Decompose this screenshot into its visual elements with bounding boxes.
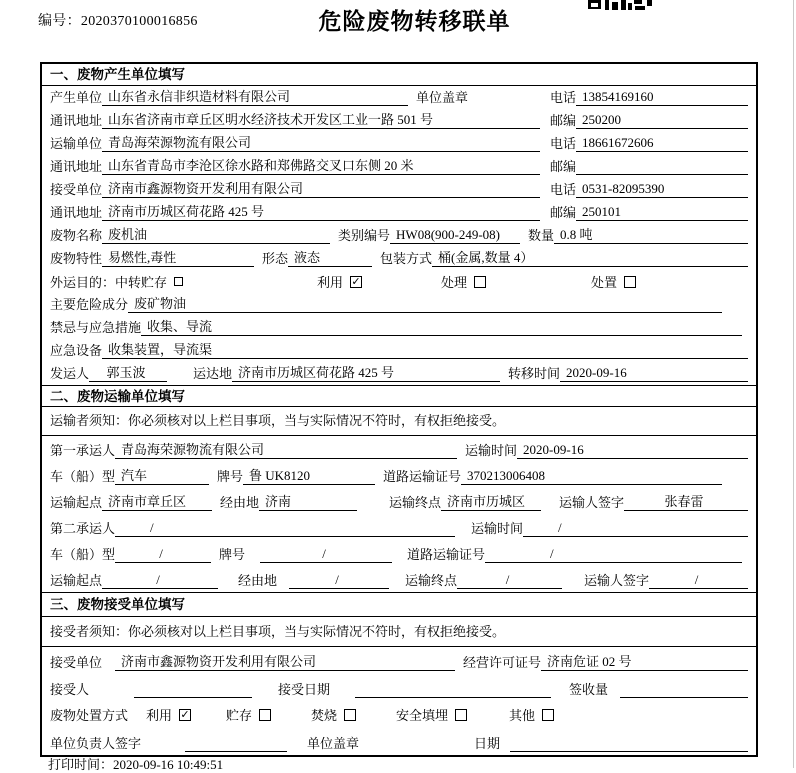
- row-outbound-purpose: [42, 270, 756, 293]
- form-state-value[interactable]: 液态: [288, 250, 372, 267]
- first-plate-number-value[interactable]: 鲁 UK8120: [243, 468, 375, 485]
- phone-label: 电话: [550, 182, 577, 197]
- vehicle-type-label: 车（船）型: [50, 469, 116, 484]
- destination-label: 运达地: [193, 366, 233, 381]
- date-value[interactable]: [510, 736, 748, 752]
- signed-amount-value[interactable]: [620, 682, 748, 698]
- checkbox-option-label: 贮存: [226, 708, 253, 723]
- zip-label: 邮编: [550, 113, 577, 128]
- row-waste-name: [42, 224, 756, 247]
- checkbox-option: [317, 272, 441, 291]
- checkbox-unchecked-icon[interactable]: [344, 709, 356, 721]
- operating-license-label: 经营许可证号: [463, 655, 542, 670]
- checkbox-unchecked-icon[interactable]: [174, 277, 183, 286]
- print-time-label: 打印时间：: [48, 757, 114, 772]
- form-state-label: 形态: [262, 251, 289, 266]
- checkbox-unchecked-icon[interactable]: [259, 709, 271, 721]
- head-signature-label: 单位负责人签字: [50, 736, 142, 751]
- section-transport: [42, 385, 756, 592]
- row-head-signature: [42, 728, 756, 755]
- row-waste-trait: [42, 247, 756, 270]
- phone-label: 电话: [550, 90, 577, 105]
- row-first-vehicle: [42, 462, 756, 488]
- checkbox-option-label: 利用: [317, 275, 344, 290]
- route-origin-label: 运输起点: [50, 495, 103, 510]
- second-route-via-value[interactable]: /: [289, 572, 389, 589]
- waste-name-value[interactable]: 废机油: [102, 227, 330, 244]
- checkbox-unchecked-icon[interactable]: [474, 276, 486, 288]
- quantity-label: 数量: [528, 228, 555, 243]
- print-time: [48, 754, 223, 773]
- acceptor-label: 接受人: [50, 682, 90, 697]
- address-label: 通讯地址: [50, 159, 103, 174]
- transport-zip-value[interactable]: [576, 159, 748, 175]
- checkbox-option-label: 处理: [441, 275, 468, 290]
- transfer-time-value[interactable]: 2020-09-16: [560, 365, 748, 382]
- first-transport-time-value[interactable]: 2020-09-16: [517, 442, 748, 459]
- qr-code-fragment-icon: [588, 0, 652, 10]
- plate-number-label: 牌号: [217, 469, 244, 484]
- receiver-zip-value[interactable]: 250101: [576, 204, 748, 221]
- row-emergency-equipment: [42, 339, 756, 362]
- route-via-label: 经由地: [238, 573, 278, 588]
- operating-license-value[interactable]: 济南危证 02 号: [541, 654, 748, 671]
- print-time-value: 2020-09-16 10:49:51: [113, 757, 224, 772]
- page-title: 危险废物转移联单: [318, 8, 511, 34]
- carrier-sign-label: 运输人签字: [584, 573, 650, 588]
- packing-label: 包装方式: [380, 251, 433, 266]
- vehicle-type-label: 车（船）型: [50, 547, 116, 562]
- route-end-label: 运输终点: [405, 573, 458, 588]
- first-route-end-value[interactable]: 济南市历城区: [441, 494, 541, 511]
- checkbox-option-label: 其他: [509, 708, 536, 723]
- emergency-measures-value[interactable]: 收集、导流: [141, 319, 742, 336]
- producer-unit-label: 产生单位: [50, 90, 103, 105]
- waste-name-label: 废物名称: [50, 228, 103, 243]
- section2-title: 二、废物运输单位填写: [42, 385, 756, 407]
- receiver-phone-value[interactable]: 0531-82095390: [576, 181, 748, 198]
- shipper-value[interactable]: 郭玉波: [89, 365, 167, 382]
- hazard-component-value[interactable]: 废矿物油: [128, 296, 722, 313]
- checkbox-option: [509, 705, 554, 724]
- second-road-permit-value[interactable]: /: [485, 546, 742, 563]
- phone-label: 电话: [550, 136, 577, 151]
- receiver-unit-label: 接受单位: [50, 182, 103, 197]
- row-transport-unit: [42, 132, 756, 155]
- second-carrier-value[interactable]: /: [115, 520, 455, 537]
- form-header: [0, 0, 796, 62]
- checkbox-unchecked-icon[interactable]: [624, 276, 636, 288]
- transfer-form-table: [40, 62, 758, 757]
- acceptor-value[interactable]: [134, 682, 252, 698]
- doc-number-value: 2020370100016856: [80, 14, 198, 29]
- second-route-origin-value[interactable]: /: [102, 572, 218, 589]
- row-disposal-method: [42, 701, 756, 728]
- emergency-equipment-label: 应急设备: [50, 343, 103, 358]
- transport-unit-value[interactable]: 青岛海荣源物流有限公司: [102, 135, 540, 152]
- row-second-route: [42, 566, 756, 592]
- category-code-label: 类别编号: [338, 228, 391, 243]
- second-plate-number-value[interactable]: /: [260, 546, 392, 563]
- first-carrier-label: 第一承运人: [50, 443, 116, 458]
- receiver-unit-value[interactable]: 济南市鑫源物资开发利用有限公司: [102, 181, 540, 198]
- plate-number-label: 牌号: [219, 547, 246, 562]
- accept-unit-value[interactable]: 济南市鑫源物资开发利用有限公司: [115, 654, 455, 671]
- quantity-value[interactable]: 0.8 吨: [554, 227, 748, 244]
- checkbox-unchecked-icon[interactable]: [542, 709, 554, 721]
- row-shipper: [42, 362, 756, 385]
- signed-amount-label: 签收量: [569, 682, 609, 697]
- second-carrier-label: 第二承运人: [50, 521, 116, 536]
- checkbox-option: [396, 705, 509, 724]
- unit-seal-label: 单位盖章: [307, 736, 360, 751]
- first-route-origin-value[interactable]: 济南市章丘区: [102, 494, 212, 511]
- section1-title: 一、废物产生单位填写: [42, 64, 756, 86]
- checkbox-option: [226, 705, 311, 724]
- first-route-via-value[interactable]: 济南: [259, 494, 357, 511]
- checkbox-option-label: 利用: [146, 708, 173, 723]
- first-vehicle-type-value[interactable]: 汽车: [115, 468, 209, 485]
- first-road-permit-value[interactable]: 370213006408: [461, 468, 722, 485]
- checkbox-option: [115, 272, 317, 291]
- checkbox-option: [591, 272, 636, 291]
- disposal-method-label: 废物处置方式: [50, 708, 129, 723]
- checkbox-checked-icon[interactable]: ✓: [180, 707, 190, 721]
- checkbox-option-label: 处置: [591, 275, 618, 290]
- row-accept-unit: [42, 647, 756, 674]
- transport-unit-label: 运输单位: [50, 136, 103, 151]
- emergency-measures-label: 禁忌与应急措施: [50, 320, 142, 335]
- row-transport-address: [42, 155, 756, 178]
- producer-unit-value[interactable]: 山东省永信非织造材料有限公司: [102, 89, 408, 106]
- checkbox-unchecked-icon[interactable]: [455, 709, 467, 721]
- purpose-checkbox-group: [115, 272, 636, 291]
- accept-date-label: 接受日期: [278, 682, 331, 697]
- second-route-end-value[interactable]: /: [457, 572, 562, 589]
- checkbox-option: [311, 705, 396, 724]
- transporter-notice: 运输者须知：你必须核对以上栏目事项，当与实际情况不符时，有权拒绝接受。: [42, 407, 756, 436]
- page-edge-line: [793, 0, 794, 768]
- route-via-label: 经由地: [220, 495, 260, 510]
- accept-date-value[interactable]: [355, 682, 551, 698]
- route-origin-label: 运输起点: [50, 573, 103, 588]
- row-first-route: [42, 488, 756, 514]
- second-vehicle-type-value[interactable]: /: [115, 546, 211, 563]
- category-code-value[interactable]: HW08(900-249-08): [390, 227, 520, 244]
- first-carrier-sign-value[interactable]: 张春雷: [624, 494, 748, 511]
- zip-label: 邮编: [550, 159, 577, 174]
- section3-title: 三、废物接受单位填写: [42, 592, 756, 617]
- second-transport-time-value[interactable]: /: [523, 520, 748, 537]
- waste-trait-value[interactable]: 易燃性,毒性: [102, 250, 254, 267]
- second-carrier-sign-value[interactable]: /: [649, 572, 748, 589]
- road-permit-label: 道路运输证号: [407, 547, 486, 562]
- shipper-label: 发运人: [50, 366, 90, 381]
- address-label: 通讯地址: [50, 113, 103, 128]
- row-producer-unit: [42, 86, 756, 109]
- destination-value[interactable]: 济南市历城区荷花路 425 号: [232, 365, 500, 382]
- receiver-address-value[interactable]: 济南市历城区荷花路 425 号: [102, 204, 540, 221]
- waste-trait-label: 废物特性: [50, 251, 103, 266]
- checkbox-option-label: 焚烧: [311, 708, 338, 723]
- producer-address-value[interactable]: 山东省济南市章丘区明水经济技术开发区工业一路 501 号: [102, 112, 540, 129]
- checkbox-option-label: 中转贮存: [115, 275, 168, 290]
- checkbox-option: [146, 705, 226, 724]
- section-receiver: [42, 592, 756, 755]
- transport-address-value[interactable]: 山东省青岛市李沧区徐水路和郑佛路交叉口东侧 20 米: [102, 158, 540, 175]
- emergency-equipment-value[interactable]: 收集装置，导流渠: [102, 342, 748, 359]
- head-signature-value[interactable]: [185, 736, 287, 752]
- row-first-carrier: [42, 436, 756, 462]
- row-hazard-component: [42, 293, 756, 316]
- receiver-notice: 接受者须知：你必须核对以上栏目事项，当与实际情况不符时，有权拒绝接受。: [42, 617, 756, 647]
- row-producer-address: [42, 109, 756, 132]
- row-second-carrier: [42, 514, 756, 540]
- row-receiver-address: [42, 201, 756, 224]
- transport-phone-value[interactable]: 18661672606: [576, 135, 748, 152]
- producer-phone-value[interactable]: 13854169160: [576, 89, 748, 106]
- row-receiver-unit: [42, 178, 756, 201]
- transport-time-label: 运输时间: [465, 443, 518, 458]
- packing-value[interactable]: 桶(金属,数量 4）: [432, 250, 748, 267]
- checkbox-checked-icon[interactable]: ✓: [351, 274, 361, 288]
- road-permit-label: 道路运输证号: [383, 469, 462, 484]
- outbound-purpose-label: 外运目的：: [50, 275, 116, 290]
- row-second-vehicle: [42, 540, 756, 566]
- first-carrier-value[interactable]: 青岛海荣源物流有限公司: [115, 442, 457, 459]
- checkbox-option-label: 安全填埋: [396, 708, 449, 723]
- route-end-label: 运输终点: [389, 495, 442, 510]
- accept-unit-label: 接受单位: [50, 655, 103, 670]
- section-producer: [42, 64, 756, 385]
- row-emergency-measures: [42, 316, 756, 339]
- transfer-time-label: 转移时间: [508, 366, 561, 381]
- carrier-sign-label: 运输人签字: [559, 495, 625, 510]
- zip-label: 邮编: [550, 205, 577, 220]
- row-acceptor: [42, 674, 756, 701]
- unit-seal-label: 单位盖章: [416, 90, 469, 105]
- doc-number-label: 编号：: [38, 14, 81, 29]
- address-label: 通讯地址: [50, 205, 103, 220]
- hazard-component-label: 主要危险成分: [50, 297, 129, 312]
- checkbox-option: [441, 272, 591, 291]
- disposal-checkbox-group: [146, 705, 554, 724]
- date-label: 日期: [474, 736, 501, 751]
- transport-time-label: 运输时间: [471, 521, 524, 536]
- producer-zip-value[interactable]: 250200: [576, 112, 748, 129]
